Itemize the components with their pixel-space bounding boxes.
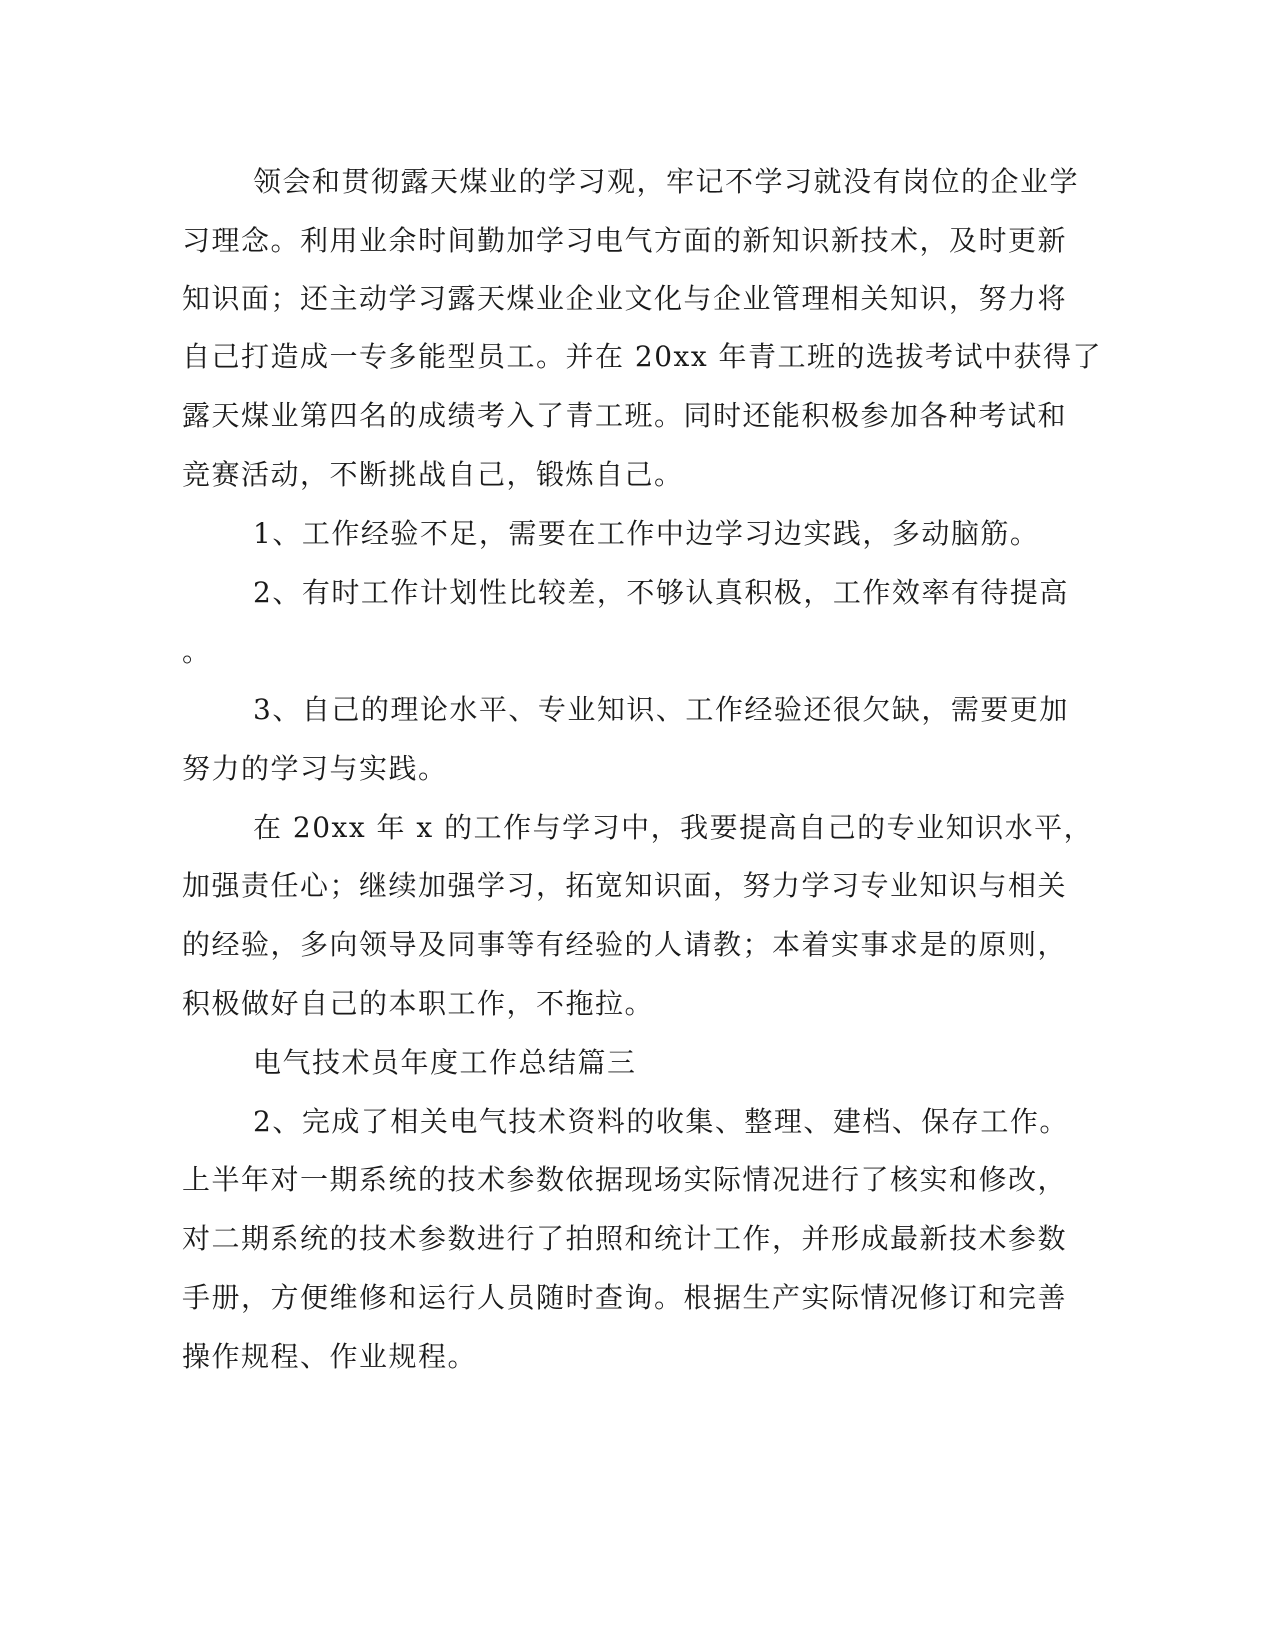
text-line: 积极做好自己的本职工作，不拖拉。 <box>182 987 655 1020</box>
text-line: 领会和贯彻露天煤业的学习观，牢记不学习就没有岗位的企业学 <box>253 165 1080 198</box>
text-line: 上半年对一期系统的技术参数依据现场实际情况进行了核实和修改， <box>182 1163 1068 1196</box>
text-line: 露天煤业第四名的成绩考入了青工班。同时还能积极参加各种考试和 <box>182 399 1068 432</box>
text-line: 竞赛活动，不断挑战自己，锻炼自己。 <box>182 458 684 491</box>
section-heading: 电气技术员年度工作总结篇三 <box>253 1046 637 1079</box>
text-line: 。 <box>182 635 212 668</box>
text-line: 知识面；还主动学习露天煤业企业文化与企业管理相关知识，努力将 <box>182 282 1068 315</box>
list-item: 2、完成了相关电气技术资料的收集、整理、建档、保存工作。 <box>253 1105 1069 1138</box>
text-line: 加强责任心；继续加强学习，拓宽知识面，努力学习专业知识与相关 <box>182 869 1068 902</box>
text-line: 的经验，多向领导及同事等有经验的人请教；本着实事求是的原则， <box>182 928 1068 961</box>
list-item: 1、工作经验不足，需要在工作中边学习边实践，多动脑筋。 <box>253 517 1040 550</box>
text-line: 手册，方便维修和运行人员随时查询。根据生产实际情况修订和完善 <box>182 1281 1068 1314</box>
text-line: 自己打造成一专多能型员工。并在 20xx 年青工班的选拔考试中获得了 <box>182 340 1103 373</box>
list-item: 2、有时工作计划性比较差，不够认真积极，工作效率有待提高 <box>253 576 1069 609</box>
text-line: 操作规程、作业规程。 <box>182 1340 478 1373</box>
list-item: 3、自己的理论水平、专业知识、工作经验还很欠缺，需要更加 <box>253 693 1069 726</box>
text-line: 习理念。利用业余时间勤加学习电气方面的新知识新技术，及时更新 <box>182 224 1068 257</box>
text-line: 在 20xx 年 x 的工作与学习中，我要提高自己的专业知识水平， <box>253 811 1094 844</box>
text-line: 对二期系统的技术参数进行了拍照和统计工作，并形成最新技术参数 <box>182 1222 1068 1255</box>
text-line: 努力的学习与实践。 <box>182 752 448 785</box>
